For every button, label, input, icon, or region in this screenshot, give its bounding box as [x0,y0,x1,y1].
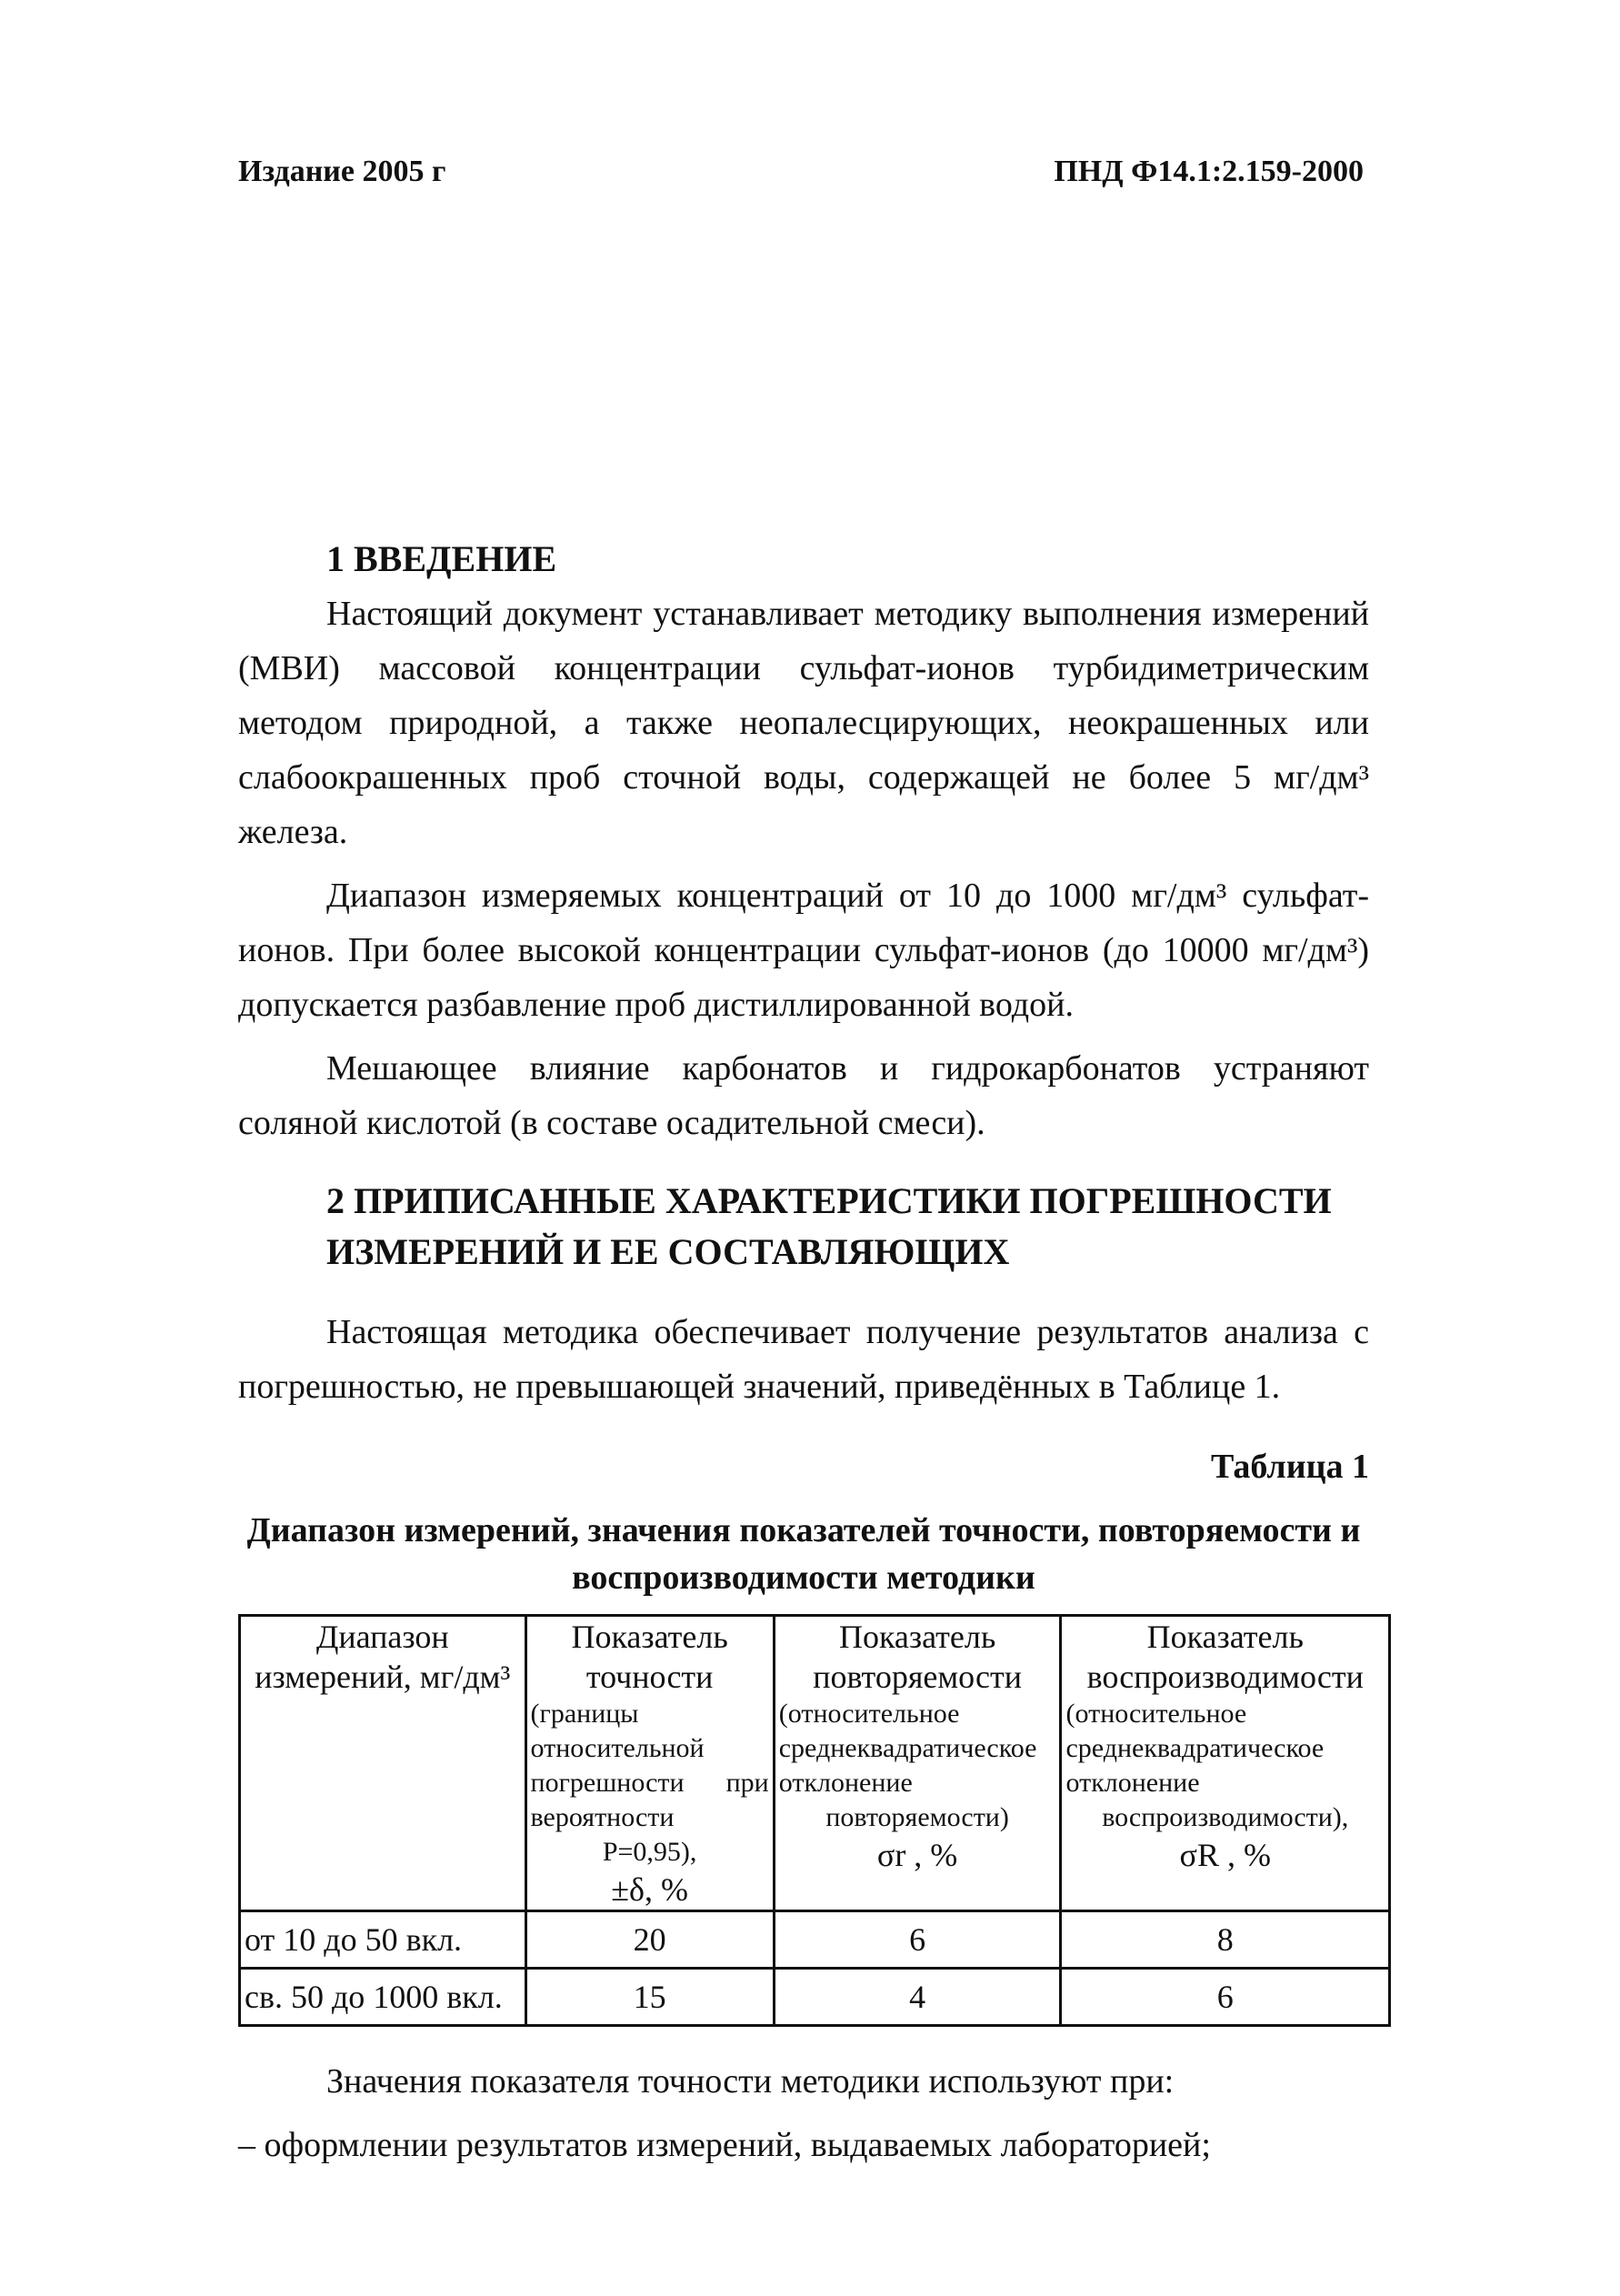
accuracy-cell: 20 [525,1911,774,1969]
header-repeatability-title: Показатель повторяемости [813,1619,1023,1695]
section-2-title: 2 ПРИПИСАННЫЕ ХАРАКТЕРИСТИКИ ПОГРЕШНОСТИ ИЗМЕРЕНИЙ И ЕЕ СОСТАВЛЯЮЩИХ [326,1180,1332,1272]
header-accuracy [525,1616,774,1911]
header-accuracy-detail: (границы относительной погрешности при вероятности Р=0,95), [530,1699,769,1867]
section-1-paragraph-3: Мешающее влияние карбонатов и гидрокарбонатов устраняют соляной кислотой (в составе осадительной смеси). [238,1049,1369,1142]
reproducibility-cell: 6 [1061,1969,1390,2026]
accuracy-table [238,1614,1391,2027]
header-range [240,1616,526,1911]
section-1-title: 1 ВВЕДЕНИЕ [326,538,557,579]
header-repeatability-detail: (относительное среднеквадратическое отклонение повторяемости) [778,1699,1037,1832]
table-caption: Диапазон измерений, значения показателей точности, повторяемости и воспроизводимости методики [246,1511,1361,1597]
reproducibility-cell: 8 [1061,1911,1390,1969]
repeatability-cell: 4 [774,1969,1061,2026]
list-item: – оформлении результатов измерений, выдаваемых лабораторией; [238,2126,1211,2164]
section-1-paragraph-2: Диапазон измеряемых концентраций от 10 до 1000 мг/дм³ сульфат-ионов. При более высокой концентрации сульфат-ионов (до 10000 мг/дм³) допускается разбавление проб дистиллированной водой. [238,877,1369,1024]
section-1-paragraph-1: Настоящий документ устанавливает методику выполнения измерений (МВИ) массовой концентрации сульфат-ионов турбидиметрическим методом природной, а также неопалесцирующих, неокрашенных или слабоокрашенных проб сточной воды, содержащей не более 5 мг/дм³ железа. [238,595,1369,851]
main-content [238,532,1369,2172]
header-repeatability [774,1616,1061,1911]
header-reproducibility [1061,1616,1390,1911]
edition-label: Издание 2005 г [238,155,446,188]
range-cell: св. 50 до 1000 вкл. [240,1969,526,2026]
table-number: Таблица 1 [1210,1448,1369,1486]
range-cell: от 10 до 50 вкл. [240,1911,526,1969]
header-reproducibility-detail: (относительное среднеквадратическое отклонение воспроизводимости), [1065,1699,1349,1832]
after-table-text [238,2054,1369,2172]
header-reproducibility-symbol: σR , % [1179,1837,1271,1873]
header-repeatability-symbol: σr , % [876,1837,958,1873]
header-range-title: Диапазон измерений, мг/дм³ [255,1619,511,1695]
header-reproducibility-title: Показатель воспроизводимости [1086,1619,1364,1695]
accuracy-cell: 15 [525,1969,774,2026]
table-row [240,1911,1390,1969]
table-header-row [240,1616,1390,1911]
document-code: ПНД Ф14.1:2.159-2000 [1054,155,1364,188]
table-row [240,1969,1390,2026]
section-2-paragraph-1: Настоящая методика обеспечивает получение результатов анализа с погрешностью, не превышающей значений, приведённых в Таблице 1. [238,1313,1369,1406]
after-table-paragraph: Значения показателя точности методики используют при: [326,2062,1175,2100]
repeatability-cell: 6 [774,1911,1061,1969]
page-header [238,155,1364,209]
header-accuracy-symbol: ±δ, % [611,1871,688,1908]
header-accuracy-title: Показатель точности [571,1619,728,1695]
